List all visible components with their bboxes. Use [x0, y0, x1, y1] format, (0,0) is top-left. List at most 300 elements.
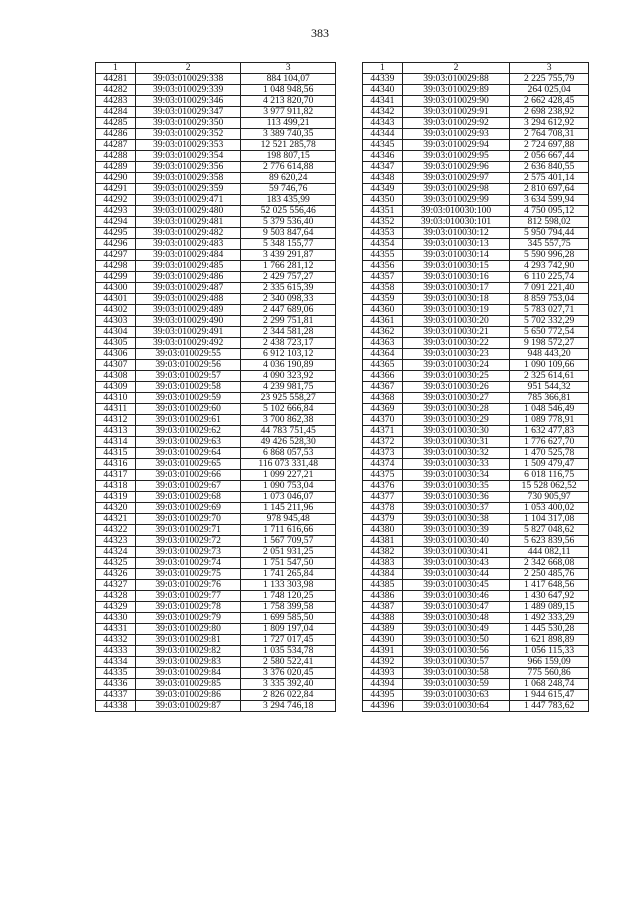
- table-row: [363, 657, 589, 668]
- cadastral-number-cell: 39:03:010029:350: [135, 118, 241, 129]
- row-number-cell: 44323: [96, 536, 136, 547]
- cadastral-number-cell: 39:03:010029:80: [135, 624, 241, 635]
- row-number-cell: 44345: [363, 140, 403, 151]
- cadastral-number-cell: 39:03:010029:84: [135, 668, 241, 679]
- table-row: [363, 668, 589, 679]
- table-row: [96, 701, 336, 712]
- cadastral-number-cell: 39:03:010030:13: [402, 239, 509, 250]
- table-row: [96, 74, 336, 85]
- row-number-cell: 44365: [363, 360, 403, 371]
- cadastral-number-cell: 39:03:010029:354: [135, 151, 241, 162]
- row-number-cell: 44372: [363, 437, 403, 448]
- cadastral-value-cell: 8 859 753,04: [510, 294, 589, 305]
- row-number-cell: 44354: [363, 239, 403, 250]
- table-row: [96, 250, 336, 261]
- row-number-cell: 44307: [96, 360, 136, 371]
- cadastral-number-cell: 39:03:010029:85: [135, 679, 241, 690]
- cadastral-number-cell: 39:03:010029:87: [135, 701, 241, 712]
- cadastral-value-cell: 5 348 155,77: [241, 239, 336, 250]
- cadastral-value-cell: 52 025 556,46: [241, 206, 336, 217]
- row-number-cell: 44310: [96, 393, 136, 404]
- table-row: [96, 404, 336, 415]
- row-number-cell: 44338: [96, 701, 136, 712]
- table-row: [96, 239, 336, 250]
- cadastral-number-cell: 39:03:010029:77: [135, 591, 241, 602]
- table-row: [363, 162, 589, 173]
- table-row: [363, 514, 589, 525]
- cadastral-value-cell: 6 912 103,12: [241, 349, 336, 360]
- cadastral-value-cell: 6 868 057,53: [241, 448, 336, 459]
- cadastral-value-cell: 1 035 534,78: [241, 646, 336, 657]
- cadastral-value-cell: 3 294 746,18: [241, 701, 336, 712]
- table-row: [363, 74, 589, 85]
- cadastral-number-cell: 39:03:010029:483: [135, 239, 241, 250]
- table-row: [363, 184, 589, 195]
- cadastral-number-cell: 39:03:010030:14: [402, 250, 509, 261]
- cadastral-value-cell: 2 325 614,61: [510, 371, 589, 382]
- table-row: [363, 547, 589, 558]
- page-number: 383: [311, 26, 329, 40]
- row-number-cell: 44322: [96, 525, 136, 536]
- row-number-cell: 44304: [96, 327, 136, 338]
- cadastral-number-cell: 39:03:010029:482: [135, 228, 241, 239]
- table-row: [96, 624, 336, 635]
- cadastral-number-cell: 39:03:010030:23: [402, 349, 509, 360]
- table-row: [363, 239, 589, 250]
- row-number-cell: 44318: [96, 481, 136, 492]
- table-header-row: [363, 63, 589, 74]
- cadastral-number-cell: 39:03:010030:47: [402, 602, 509, 613]
- table-row: [96, 470, 336, 481]
- row-number-cell: 44333: [96, 646, 136, 657]
- cadastral-value-cell: 4 090 323,92: [241, 371, 336, 382]
- table-row: [363, 371, 589, 382]
- cadastral-value-cell: 2 438 723,17: [241, 338, 336, 349]
- row-number-cell: 44364: [363, 349, 403, 360]
- cadastral-value-cell: 1 711 616,66: [241, 525, 336, 536]
- cadastral-value-cell: 951 544,32: [510, 382, 589, 393]
- table-row: [363, 217, 589, 228]
- table-row: [96, 349, 336, 360]
- row-number-cell: 44287: [96, 140, 136, 151]
- cadastral-number-cell: 39:03:010029:64: [135, 448, 241, 459]
- row-number-cell: 44393: [363, 668, 403, 679]
- cadastral-value-cell: 9 503 847,64: [241, 228, 336, 239]
- row-number-cell: 44298: [96, 261, 136, 272]
- cadastral-value-cell: 1 048 546,49: [510, 404, 589, 415]
- table-row: [363, 426, 589, 437]
- table-row: [363, 448, 589, 459]
- cadastral-value-cell: 966 159,09: [510, 657, 589, 668]
- cadastral-number-cell: 39:03:010030:63: [402, 690, 509, 701]
- cadastral-value-cell: 785 366,81: [510, 393, 589, 404]
- row-number-cell: 44362: [363, 327, 403, 338]
- row-number-cell: 44291: [96, 184, 136, 195]
- cadastral-value-cell: 2 056 667,44: [510, 151, 589, 162]
- cadastral-value-cell: 2 299 751,81: [241, 316, 336, 327]
- table-row: [363, 206, 589, 217]
- row-number-cell: 44300: [96, 283, 136, 294]
- cadastral-value-cell: 444 082,11: [510, 547, 589, 558]
- cadastral-value-cell: 5 102 666,84: [241, 404, 336, 415]
- cadastral-number-cell: 39:03:010030:44: [402, 569, 509, 580]
- cadastral-number-cell: 39:03:010030:59: [402, 679, 509, 690]
- cadastral-value-cell: 4 213 820,70: [241, 96, 336, 107]
- row-number-cell: 44337: [96, 690, 136, 701]
- row-number-cell: 44352: [363, 217, 403, 228]
- table-row: [363, 96, 589, 107]
- cadastral-number-cell: 39:03:010030:41: [402, 547, 509, 558]
- row-number-cell: 44355: [363, 250, 403, 261]
- row-number-cell: 44331: [96, 624, 136, 635]
- cadastral-number-cell: 39:03:010030:49: [402, 624, 509, 635]
- table-row: [363, 580, 589, 591]
- cadastral-number-cell: 39:03:010029:471: [135, 195, 241, 206]
- cadastral-value-cell: 978 945,48: [241, 514, 336, 525]
- cadastral-number-cell: 39:03:010029:79: [135, 613, 241, 624]
- cadastral-value-cell: 1 809 197,04: [241, 624, 336, 635]
- cadastral-value-cell: 730 905,97: [510, 492, 589, 503]
- cadastral-value-cell: 6 110 225,74: [510, 272, 589, 283]
- cadastral-number-cell: 39:03:010030:43: [402, 558, 509, 569]
- row-number-cell: 44293: [96, 206, 136, 217]
- cadastral-number-cell: 39:03:010030:57: [402, 657, 509, 668]
- cadastral-number-cell: 39:03:010029:480: [135, 206, 241, 217]
- table-row: [96, 151, 336, 162]
- table-row: [363, 393, 589, 404]
- row-number-cell: 44341: [363, 96, 403, 107]
- row-number-cell: 44305: [96, 338, 136, 349]
- cadastral-number-cell: 39:03:010029:86: [135, 690, 241, 701]
- table-row: [96, 525, 336, 536]
- cadastral-value-cell: 1 048 948,56: [241, 85, 336, 96]
- row-number-cell: 44387: [363, 602, 403, 613]
- cadastral-number-cell: 39:03:010029:95: [402, 151, 509, 162]
- row-number-cell: 44384: [363, 569, 403, 580]
- table-row: [363, 294, 589, 305]
- cadastral-number-cell: 39:03:010030:45: [402, 580, 509, 591]
- cadastral-value-cell: 1 632 477,83: [510, 426, 589, 437]
- row-number-cell: 44394: [363, 679, 403, 690]
- cadastral-value-cell: 4 036 190,89: [241, 360, 336, 371]
- cadastral-number-cell: 39:03:010029:82: [135, 646, 241, 657]
- cadastral-value-cell: 2 826 022,84: [241, 690, 336, 701]
- row-number-cell: 44386: [363, 591, 403, 602]
- cadastral-value-cell: 1 068 248,74: [510, 679, 589, 690]
- cadastral-number-cell: 39:03:010029:68: [135, 492, 241, 503]
- cadastral-value-cell: 5 702 332,29: [510, 316, 589, 327]
- row-number-cell: 44389: [363, 624, 403, 635]
- row-number-cell: 44302: [96, 305, 136, 316]
- cadastral-value-cell: 1 145 211,96: [241, 503, 336, 514]
- row-number-cell: 44347: [363, 162, 403, 173]
- table-row: [363, 316, 589, 327]
- cadastral-value-cell: 3 335 392,40: [241, 679, 336, 690]
- cadastral-number-cell: 39:03:010029:59: [135, 393, 241, 404]
- cadastral-number-cell: 39:03:010030:38: [402, 514, 509, 525]
- row-number-cell: 44350: [363, 195, 403, 206]
- table-row: [363, 327, 589, 338]
- table-row: [363, 481, 589, 492]
- table-row: [363, 382, 589, 393]
- cadastral-number-cell: 39:03:010030:50: [402, 635, 509, 646]
- table-row: [96, 514, 336, 525]
- cadastral-number-cell: 39:03:010029:347: [135, 107, 241, 118]
- cadastral-number-cell: 39:03:010030:27: [402, 393, 509, 404]
- table-row: [363, 283, 589, 294]
- cadastral-number-cell: 39:03:010029:484: [135, 250, 241, 261]
- cadastral-number-cell: 39:03:010030:31: [402, 437, 509, 448]
- cadastral-value-cell: 3 389 740,35: [241, 129, 336, 140]
- cadastral-value-cell: 4 293 742,90: [510, 261, 589, 272]
- cadastral-value-cell: 2 340 098,33: [241, 294, 336, 305]
- cadastral-value-cell: 5 623 839,56: [510, 536, 589, 547]
- table-row: [96, 602, 336, 613]
- cadastral-value-cell: 2 662 428,45: [510, 96, 589, 107]
- cadastral-number-cell: 39:03:010029:492: [135, 338, 241, 349]
- row-number-cell: 44378: [363, 503, 403, 514]
- cadastral-number-cell: 39:03:010030:19: [402, 305, 509, 316]
- cadastral-number-cell: 39:03:010029:97: [402, 173, 509, 184]
- cadastral-value-cell: 1 470 525,78: [510, 448, 589, 459]
- table-row: [363, 437, 589, 448]
- row-number-cell: 44369: [363, 404, 403, 415]
- cadastral-value-cell: 6 018 116,75: [510, 470, 589, 481]
- row-number-cell: 44368: [363, 393, 403, 404]
- cadastral-number-cell: 39:03:010029:70: [135, 514, 241, 525]
- cadastral-number-cell: 39:03:010029:83: [135, 657, 241, 668]
- cadastral-value-cell: 4 239 981,75: [241, 382, 336, 393]
- table-row: [96, 338, 336, 349]
- cadastral-value-cell: 2 250 485,76: [510, 569, 589, 580]
- table-row: [363, 415, 589, 426]
- cadastral-number-cell: 39:03:010029:88: [402, 74, 509, 85]
- row-number-cell: 44335: [96, 668, 136, 679]
- cadastral-value-cell: 948 443,20: [510, 349, 589, 360]
- table-row: [96, 426, 336, 437]
- cadastral-value-cell: 1 621 898,89: [510, 635, 589, 646]
- cadastral-number-cell: 39:03:010029:94: [402, 140, 509, 151]
- table-row: [96, 228, 336, 239]
- cadastral-number-cell: 39:03:010029:56: [135, 360, 241, 371]
- cadastral-number-cell: 39:03:010029:71: [135, 525, 241, 536]
- table-row: [96, 591, 336, 602]
- row-number-cell: 44309: [96, 382, 136, 393]
- row-number-cell: 44283: [96, 96, 136, 107]
- cadastral-value-cell: 1 090 109,66: [510, 360, 589, 371]
- cadastral-value-cell: 1 741 265,84: [241, 569, 336, 580]
- cadastral-number-cell: 39:03:010030:12: [402, 228, 509, 239]
- cadastral-value-cell: 264 025,04: [510, 85, 589, 96]
- cadastral-value-cell: 2 764 708,31: [510, 129, 589, 140]
- cadastral-value-cell: 1 053 400,02: [510, 503, 589, 514]
- cadastral-value-cell: 3 439 291,87: [241, 250, 336, 261]
- table-row: [363, 118, 589, 129]
- row-number-cell: 44380: [363, 525, 403, 536]
- row-number-cell: 44290: [96, 173, 136, 184]
- row-number-cell: 44324: [96, 547, 136, 558]
- table-row: [363, 470, 589, 481]
- cadastral-number-cell: 39:03:010029:90: [402, 96, 509, 107]
- cadastral-number-cell: 39:03:010029:490: [135, 316, 241, 327]
- table-row: [363, 261, 589, 272]
- row-number-cell: 44297: [96, 250, 136, 261]
- table-row: [363, 503, 589, 514]
- table-row: [363, 635, 589, 646]
- cadastral-value-cell: 2 335 615,39: [241, 283, 336, 294]
- row-number-cell: 44343: [363, 118, 403, 129]
- table-row: [96, 646, 336, 657]
- cadastral-value-cell: 113 499,21: [241, 118, 336, 129]
- table-row: [363, 624, 589, 635]
- cadastral-value-cell: 1 430 647,92: [510, 591, 589, 602]
- table-row: [96, 217, 336, 228]
- row-number-cell: 44295: [96, 228, 136, 239]
- cadastral-value-cell: 1 776 627,70: [510, 437, 589, 448]
- row-number-cell: 44312: [96, 415, 136, 426]
- table-row: [96, 107, 336, 118]
- table-row: [363, 195, 589, 206]
- cadastral-value-cell: 5 650 772,54: [510, 327, 589, 338]
- row-number-cell: 44373: [363, 448, 403, 459]
- cadastral-value-cell: 2 698 238,92: [510, 107, 589, 118]
- row-number-cell: 44383: [363, 558, 403, 569]
- table-row: [96, 415, 336, 426]
- row-number-cell: 44289: [96, 162, 136, 173]
- cadastral-number-cell: 39:03:010030:34: [402, 470, 509, 481]
- cadastral-value-cell: 1 766 281,12: [241, 261, 336, 272]
- column-header-value: 3: [510, 63, 589, 74]
- row-number-cell: 44319: [96, 492, 136, 503]
- table-row: [363, 536, 589, 547]
- cadastral-number-cell: 39:03:010029:481: [135, 217, 241, 228]
- cadastral-value-cell: 89 620,24: [241, 173, 336, 184]
- cadastral-value-cell: 1 445 530,28: [510, 624, 589, 635]
- table-row: [363, 690, 589, 701]
- table-row: [96, 272, 336, 283]
- row-number-cell: 44358: [363, 283, 403, 294]
- row-number-cell: 44325: [96, 558, 136, 569]
- cadastral-value-cell: 9 198 572,27: [510, 338, 589, 349]
- table-row: [96, 459, 336, 470]
- cadastral-number-cell: 39:03:010030:24: [402, 360, 509, 371]
- table-row: [96, 85, 336, 96]
- row-number-cell: 44370: [363, 415, 403, 426]
- table-row: [96, 448, 336, 459]
- cadastral-number-cell: 39:03:010030:16: [402, 272, 509, 283]
- row-number-cell: 44359: [363, 294, 403, 305]
- table-row: [96, 492, 336, 503]
- cadastral-number-cell: 39:03:010029:78: [135, 602, 241, 613]
- cadastral-value-cell: 3 977 911,82: [241, 107, 336, 118]
- cadastral-number-cell: 39:03:010029:60: [135, 404, 241, 415]
- row-number-cell: 44342: [363, 107, 403, 118]
- row-number-cell: 44314: [96, 437, 136, 448]
- table-row: [96, 657, 336, 668]
- cadastral-number-cell: 39:03:010029:62: [135, 426, 241, 437]
- cadastral-value-cell: 1 090 753,04: [241, 481, 336, 492]
- cadastral-value-cell: 1 089 778,91: [510, 415, 589, 426]
- cadastral-number-cell: 39:03:010029:358: [135, 173, 241, 184]
- cadastral-number-cell: 39:03:010029:486: [135, 272, 241, 283]
- cadastral-number-cell: 39:03:010030:20: [402, 316, 509, 327]
- cadastral-number-cell: 39:03:010030:37: [402, 503, 509, 514]
- table-row: [96, 261, 336, 272]
- row-number-cell: 44317: [96, 470, 136, 481]
- table-row: [96, 283, 336, 294]
- table-row: [96, 195, 336, 206]
- table-row: [363, 525, 589, 536]
- table-row: [363, 404, 589, 415]
- cadastral-value-cell: 345 557,75: [510, 239, 589, 250]
- row-number-cell: 44330: [96, 613, 136, 624]
- table-row: [363, 338, 589, 349]
- row-number-cell: 44334: [96, 657, 136, 668]
- cadastral-number-cell: 39:03:010029:75: [135, 569, 241, 580]
- row-number-cell: 44361: [363, 316, 403, 327]
- cadastral-value-cell: 1 417 648,56: [510, 580, 589, 591]
- cadastral-value-cell: 1 758 399,58: [241, 602, 336, 613]
- cadastral-number-cell: 39:03:010030:30: [402, 426, 509, 437]
- cadastral-number-cell: 39:03:010029:65: [135, 459, 241, 470]
- row-number-cell: 44294: [96, 217, 136, 228]
- row-number-cell: 44315: [96, 448, 136, 459]
- table-row: [96, 393, 336, 404]
- cadastral-value-cell: 2 776 614,88: [241, 162, 336, 173]
- cadastral-value-cell: 198 807,15: [241, 151, 336, 162]
- table-header-row: [96, 63, 336, 74]
- row-number-cell: 44356: [363, 261, 403, 272]
- row-number-cell: 44396: [363, 701, 403, 712]
- table-row: [96, 162, 336, 173]
- row-number-cell: 44296: [96, 239, 136, 250]
- cadastral-value-cell: 1 099 227,21: [241, 470, 336, 481]
- cadastral-number-cell: 39:03:010030:25: [402, 371, 509, 382]
- cadastral-value-cell: 3 700 862,38: [241, 415, 336, 426]
- cadastral-number-cell: 39:03:010030:39: [402, 525, 509, 536]
- cadastral-number-cell: 39:03:010029:74: [135, 558, 241, 569]
- cadastral-value-cell: 2 575 401,14: [510, 173, 589, 184]
- cadastral-value-cell: 2 724 697,88: [510, 140, 589, 151]
- row-number-cell: 44382: [363, 547, 403, 558]
- cadastral-value-cell: 2 225 755,79: [510, 74, 589, 85]
- table-row: [363, 349, 589, 360]
- row-number-cell: 44391: [363, 646, 403, 657]
- table-row: [363, 140, 589, 151]
- cadastral-value-cell: 2 636 840,55: [510, 162, 589, 173]
- table-row: [363, 305, 589, 316]
- cadastral-value-cell: 1 751 547,50: [241, 558, 336, 569]
- table-row: [96, 173, 336, 184]
- row-number-cell: 44327: [96, 580, 136, 591]
- cadastral-number-cell: 39:03:010030:48: [402, 613, 509, 624]
- cadastral-value-cell: 1 727 017,45: [241, 635, 336, 646]
- cadastral-value-cell: 5 950 794,44: [510, 228, 589, 239]
- row-number-cell: 44299: [96, 272, 136, 283]
- cadastral-number-cell: 39:03:010030:29: [402, 415, 509, 426]
- row-number-cell: 44363: [363, 338, 403, 349]
- cadastral-number-cell: 39:03:010029:72: [135, 536, 241, 547]
- row-number-cell: 44390: [363, 635, 403, 646]
- row-number-cell: 44348: [363, 173, 403, 184]
- table-row: [363, 85, 589, 96]
- row-number-cell: 44377: [363, 492, 403, 503]
- row-number-cell: 44353: [363, 228, 403, 239]
- table-row: [363, 569, 589, 580]
- cadastral-value-cell: 12 521 285,78: [241, 140, 336, 151]
- cadastral-value-cell: 5 827 048,62: [510, 525, 589, 536]
- cadastral-number-cell: 39:03:010029:338: [135, 74, 241, 85]
